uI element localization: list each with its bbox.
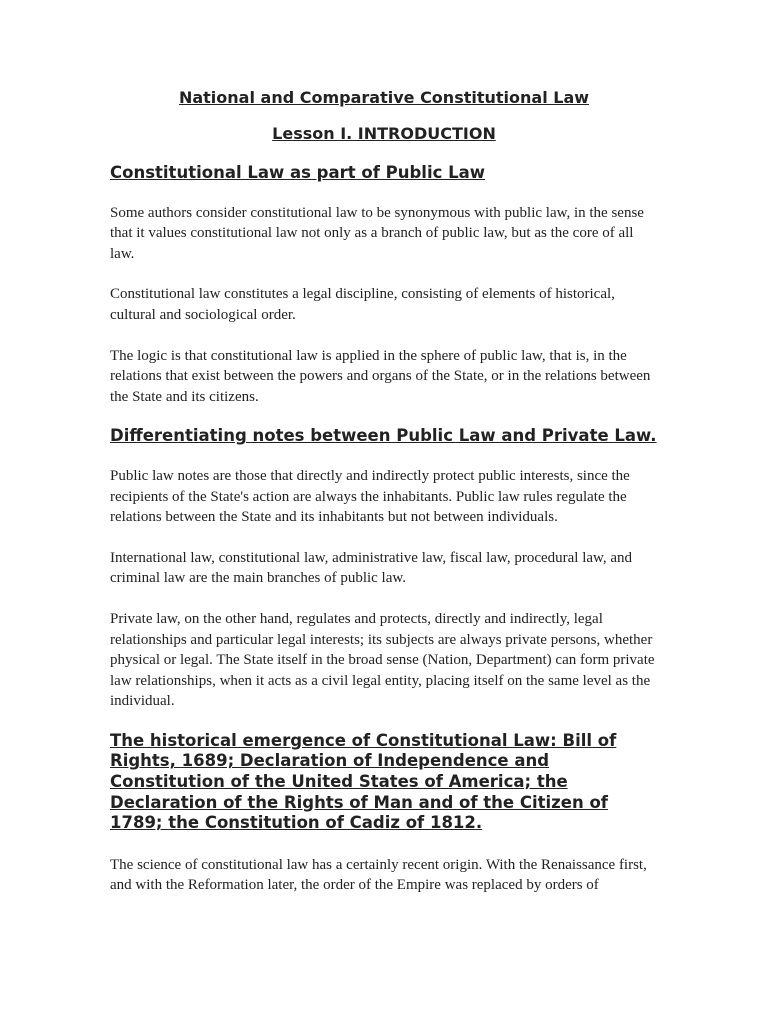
paragraph: International law, constitutional law, administrative law, fiscal law, procedural law, and criminal law are the main branches of public law. (110, 549, 633, 587)
paragraph: Public law notes are those that directly and indirectly protect public interests, since the recipients of the State's action are always the inhabitants. Public law rules regulate the relations between the State and its inhabitants but not between individuals. (110, 467, 630, 526)
document-title: National and Comparative Constitutional Law (178, 88, 590, 107)
section-heading-public-law: Constitutional Law as part of Public Law (110, 163, 486, 182)
paragraph: Some authors consider constitutional law to be synonymous with public law, in the sense that it values constitutional law not only as a branch of public law, but as the core of all law. (110, 204, 644, 262)
section-heading-differentiating-notes: Differentiating notes between Public Law and Private Law. (110, 426, 657, 446)
paragraph: The science of constitutional law has a certainly recent origin. With the Renaissance first, and with the Reformation later, the order of the Empire was replaced by orders of (110, 856, 647, 894)
document-content (110, 86, 658, 916)
paragraph: Constitutional law constitutes a legal discipline, consisting of elements of historical, cultural and sociological order. (110, 286, 615, 323)
paragraph: The logic is that constitutional law is applied in the sphere of public law, that is, in the relations that exist between the powers and organs of the State, or in the relations between the State and its citizens. (110, 347, 651, 405)
section-heading-historical-emergence: The historical emergence of Constitutional Law: Bill of Rights, 1689; Declaration of Independence and Constitution of the United States of America; the Declaration of the Rights of Man and of the Citizen of 1789; the Constitution of Cadiz of 1812. (110, 730, 617, 833)
paragraph: Private law, on the other hand, regulates and protects, directly and indirectly, legal relationships and particular legal interests; its subjects are always private persons, whether physical or legal. The State itself in the broad sense (Nation, Department) can form private law relationships, when it acts as a civil legal entity, placing itself on the same level as the individual. (110, 610, 655, 710)
lesson-title: Lesson I. INTRODUCTION (272, 124, 496, 143)
